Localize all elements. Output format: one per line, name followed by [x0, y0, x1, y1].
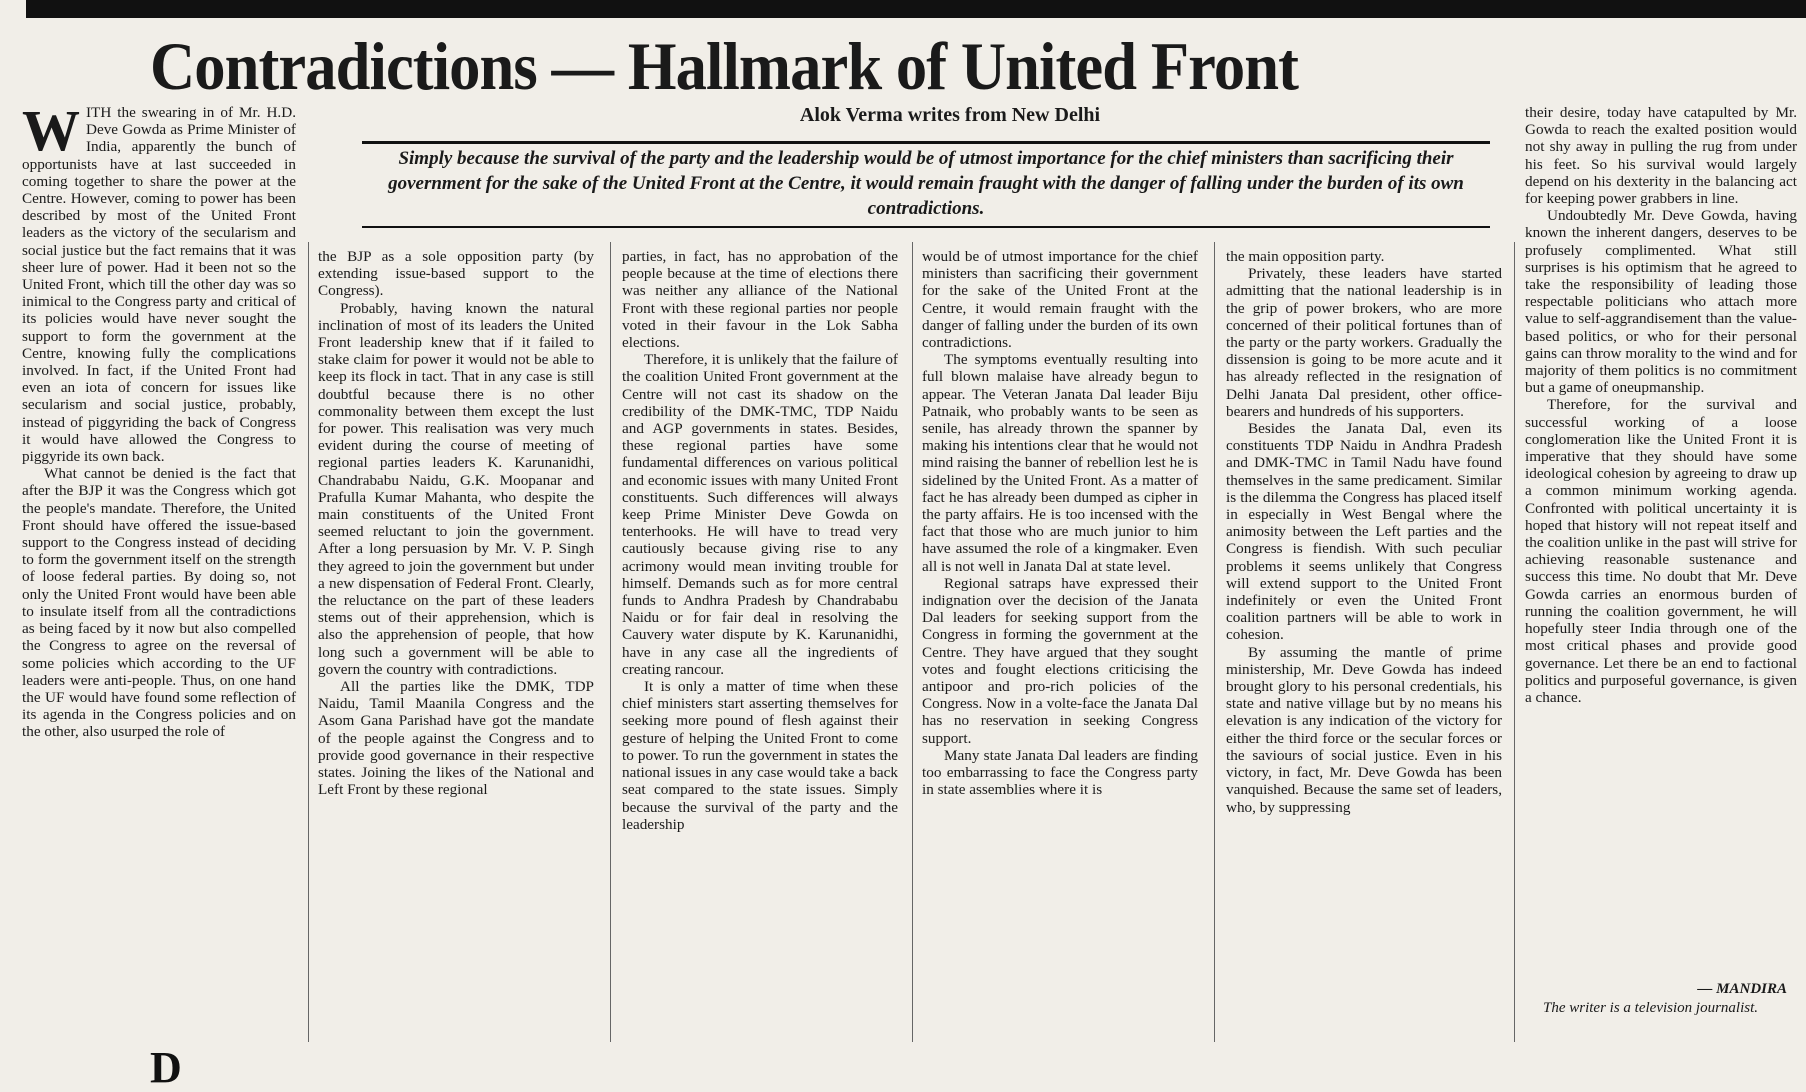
paragraph: the BJP as a sole opposition party (by extending issue-based support to the Congress). [318, 248, 594, 300]
paragraph: Regional satraps have expressed their indignation over the decision of the Janata Dal leaders for seeking support from the Congress in forming the government at the Centre. They have argued that they sought votes and fought elections criticising the antipoor and pro-rich policies of the Congress. Now in a volte-face the Janata Dal has no reservation in seeking Congress support. [922, 574, 1198, 747]
article-column-5 [1226, 248, 1502, 1043]
paragraph: The symptoms eventually resulting into full blown malaise have already begun to appear. The Veteran Janata Dal leader Biju Patnaik, who probably wants to be seen as senile, has already thrown the spanner by making his intentions clear that he would not mind raising the banner of rebellion lest he is sidelined by the United Front. As a matter of fact he has already been dumped as cipher in the party affairs. He is too incensed with the fact that those who are much junior to him have assumed the role of a kingmaker. Even all is not well in Janata Dal at state level. [922, 351, 1198, 575]
deck-bottom-rule [362, 226, 1490, 228]
article-column-2 [318, 248, 594, 1043]
paragraph: By assuming the mantle of prime ministership, Mr. Deve Gowda has indeed brought glory to his personal credentials, his state and native village but by no means his elevation is any indication of the victory for either the third force or the secular forces or the saviours of social justice. Even in his victory, in fact, Mr. Deve Gowda has been vanquished. Because the same set of leaders, who, by suppressing [1226, 643, 1502, 816]
paragraph: What cannot be denied is the fact that after the BJP it was the Congress which got the people's mandate. Therefore, the United Front should have offered the issue-based support to the Congress instead of deciding to form the government itself on the strength of loose federal parties. By doing so, not only the United Front would have been able to insulate itself from all the contradictions as being faced by it now but also compelled the Congress to agree on the reversal of some policies which according to the UF leaders were anti-people. Thus, on one hand the UF would have found some reflection of its agenda in the Congress policies and on the other, also usurped the role of [22, 465, 296, 741]
paragraph: the main opposition party. [1226, 248, 1385, 265]
author-signature: — MANDIRA [1697, 981, 1787, 997]
author-note: The writer is a television journalist. [1543, 1000, 1759, 1016]
paragraph: their desire, today have catapulted by Mr. Gowda to reach the exalted position would not shy away in pulling the rug from under his feet. So his survival would largely depend on his dexterity in the balancing act for keeping power grabbers in line. [1525, 104, 1797, 208]
paragraph: Therefore, for the survival and successful working of a loose conglomeration like the United Front it is imperative that they should have some ideological cohesion by agreeing to draw up a common minimum working agenda. Confronted with political uncertainty it is hoped that history will not repeat itself and the coalition unlike in the past will strive for achieving reasonable sustenance and success this time. No doubt that Mr. Deve Gowda carries an enormous burden of running the coalition government, he will hopefully steer India through one of the most critical phases and provide good governance. Let there be an end to factional politics and purposeful governance, is given a chance. [1525, 396, 1797, 706]
paragraph: Probably, having known the natural inclination of most of its leaders the United Front leadership knew that if it failed to stake claim for power it would not be able to keep its flock in tact. That in any case is still doubtful because there is no other commonality between them except the lust for power. This realisation was very much evident during the course of meeting of regional parties leaders K. Karunanidhi, Chandrababu Naidu, G.K. Moopanar and Prafulla Kumar Mahanta, who despite the main constituents of the United Front seemed reluctant to join the government. After a long persuasion by Mr. V. P. Singh they agreed to join the government but under a new dispensation of Federal Front. Clearly, the reluctance on the part of these leaders stems out of their apprehension, which is also the apprehension of people, that how long such a government will be able to govern the country with contradictions. [318, 299, 594, 678]
paragraph: Therefore, it is unlikely that the failure of the coalition United Front government at the Centre will not cast its shadow on the credibility of the DMK-TMC, TDP Naidu and AGP governments in states. Besides, these regional parties have some fundamental differences on various political and economic issues with many United Front constituents. Such differences will always keep Prime Minister Deve Gowda on tenterhooks. He will have to tread very cautiously because giving rise to any acrimony would mean inviting trouble for himself. Demands such as for more central funds to Andhra Pradesh by Chandrababu Naidu or for fair deal in resolving the Cauvery water dispute by K. Karunanidhi, have in any case all the ingredients of creating rancour. [622, 351, 898, 678]
column-rule [308, 242, 309, 1042]
paragraph: All the parties like the DMK, TDP Naidu, Tamil Maanila Congress and the Asom Gana Parishad have got the mandate of the people against the Congress and to provide good governance in their respective states. Joining the likes of the National and Left Front by these regional [318, 678, 594, 799]
article-column-1 [22, 98, 296, 1044]
signature-block [1525, 980, 1787, 1018]
paragraph: Undoubtedly Mr. Deve Gowda, having known the inherent dangers, deserves to be profusely complimented. What still surprises is his optimism that he agreed to take the responsibility of leading those respectable politicians who attach more value to self-aggrandisement than the value-based politics, or who for their personal gains can throw morality to the wind and for majority of them politics is no commitment but a game of oneupmanship. [1525, 207, 1797, 397]
drop-cap: W [22, 98, 80, 163]
headline: Contradictions — Hallmark of United Front [150, 28, 1299, 104]
article-column-3 [622, 248, 898, 1043]
paragraph: Many state Janata Dal leaders are finding too embarrassing to face the Congress party in state assemblies where it is [922, 746, 1198, 799]
column-rule [1214, 242, 1215, 1042]
top-rule [26, 0, 1806, 18]
column-rule [912, 242, 913, 1042]
paragraph: It is only a matter of time when these chief ministers start asserting themselves for seeking more pound of flesh against their gesture of helping the United Front to come to power. To run the government in states the national issues in any case would take a back seat compared to the state issues. Simply because the survival of the party and the leadership [622, 678, 898, 833]
paragraph: would be of utmost importance for the chief ministers than sacrificing their government for the sake of the United Front at the Centre, it would remain fraught with the danger of falling under the burden of its own contradictions. [922, 248, 1198, 352]
deck-top-rule [362, 141, 1490, 144]
paragraph: Privately, these leaders have started admitting that the national leadership is in the grip of power brokers, who are more concerned of their political fortunes than of the party or the party workers. Gradually the dissension is going to be more acute and it has already reflected in the resignation of Delhi Janata Dal president, other office-bearers and hundreds of his supporters. [1226, 265, 1502, 420]
column-rule [1514, 242, 1515, 1042]
column-rule [610, 242, 611, 1042]
article-column-6 [1525, 104, 1797, 984]
deck: Simply because the survival of the party and the leadership would be of utmost importance for the chief ministers than sacrificing their government for the sake of the United Front at the Centre, it would remain fraught with the danger of falling under the burden of its own contradictions. [388, 148, 1464, 219]
article-column-4 [922, 248, 1198, 1043]
next-article-headline-fragment: D [150, 1043, 182, 1092]
paragraph: Besides the Janata Dal, even its constituents TDP Naidu in Andhra Pradesh and DMK-TMC in Tamil Nadu have found themselves in the same predicament. Similar is the dilemma the Congress has placed itself in especially in West Bengal where the animosity between the Left parties and the Congress is fiendish. With such peculiar problems it seems unlikely that Congress will extend support to the United Front indefinitely or even the United Front coalition partners will be able to work in cohesion. [1226, 420, 1502, 644]
paragraph-text: ITH the swearing in of Mr. H.D. Deve Gowda as Prime Minister of India, apparently the bunch of opportunists have at last succeeded in coming together to share the power at the Centre. However, coming to power has been described by most of the United Front leaders as the victory of the secularism and social justice but the fact remains that it was sheer lure of power. Had it been not so the United Front, which till the other day was so inimical to the Congress party and critical of its policies would have never sought the support to form the government at the Centre, knowing fully the complications involved. In fact, if the United Front had even an iota of concern for issues like secularism and social justice, probably, instead of piggyriding the back of Congress it would have allowed the Congress to piggyride its own back. [22, 104, 296, 466]
paragraph [22, 98, 296, 466]
paragraph: parties, in fact, has no approbation of the people because at the time of elections there was neither any alliance of the National Front with these regional parties nor people voted in their favour in the Lok Sabha elections. [622, 248, 898, 352]
byline: Alok Verma writes from New Delhi [799, 104, 1101, 126]
